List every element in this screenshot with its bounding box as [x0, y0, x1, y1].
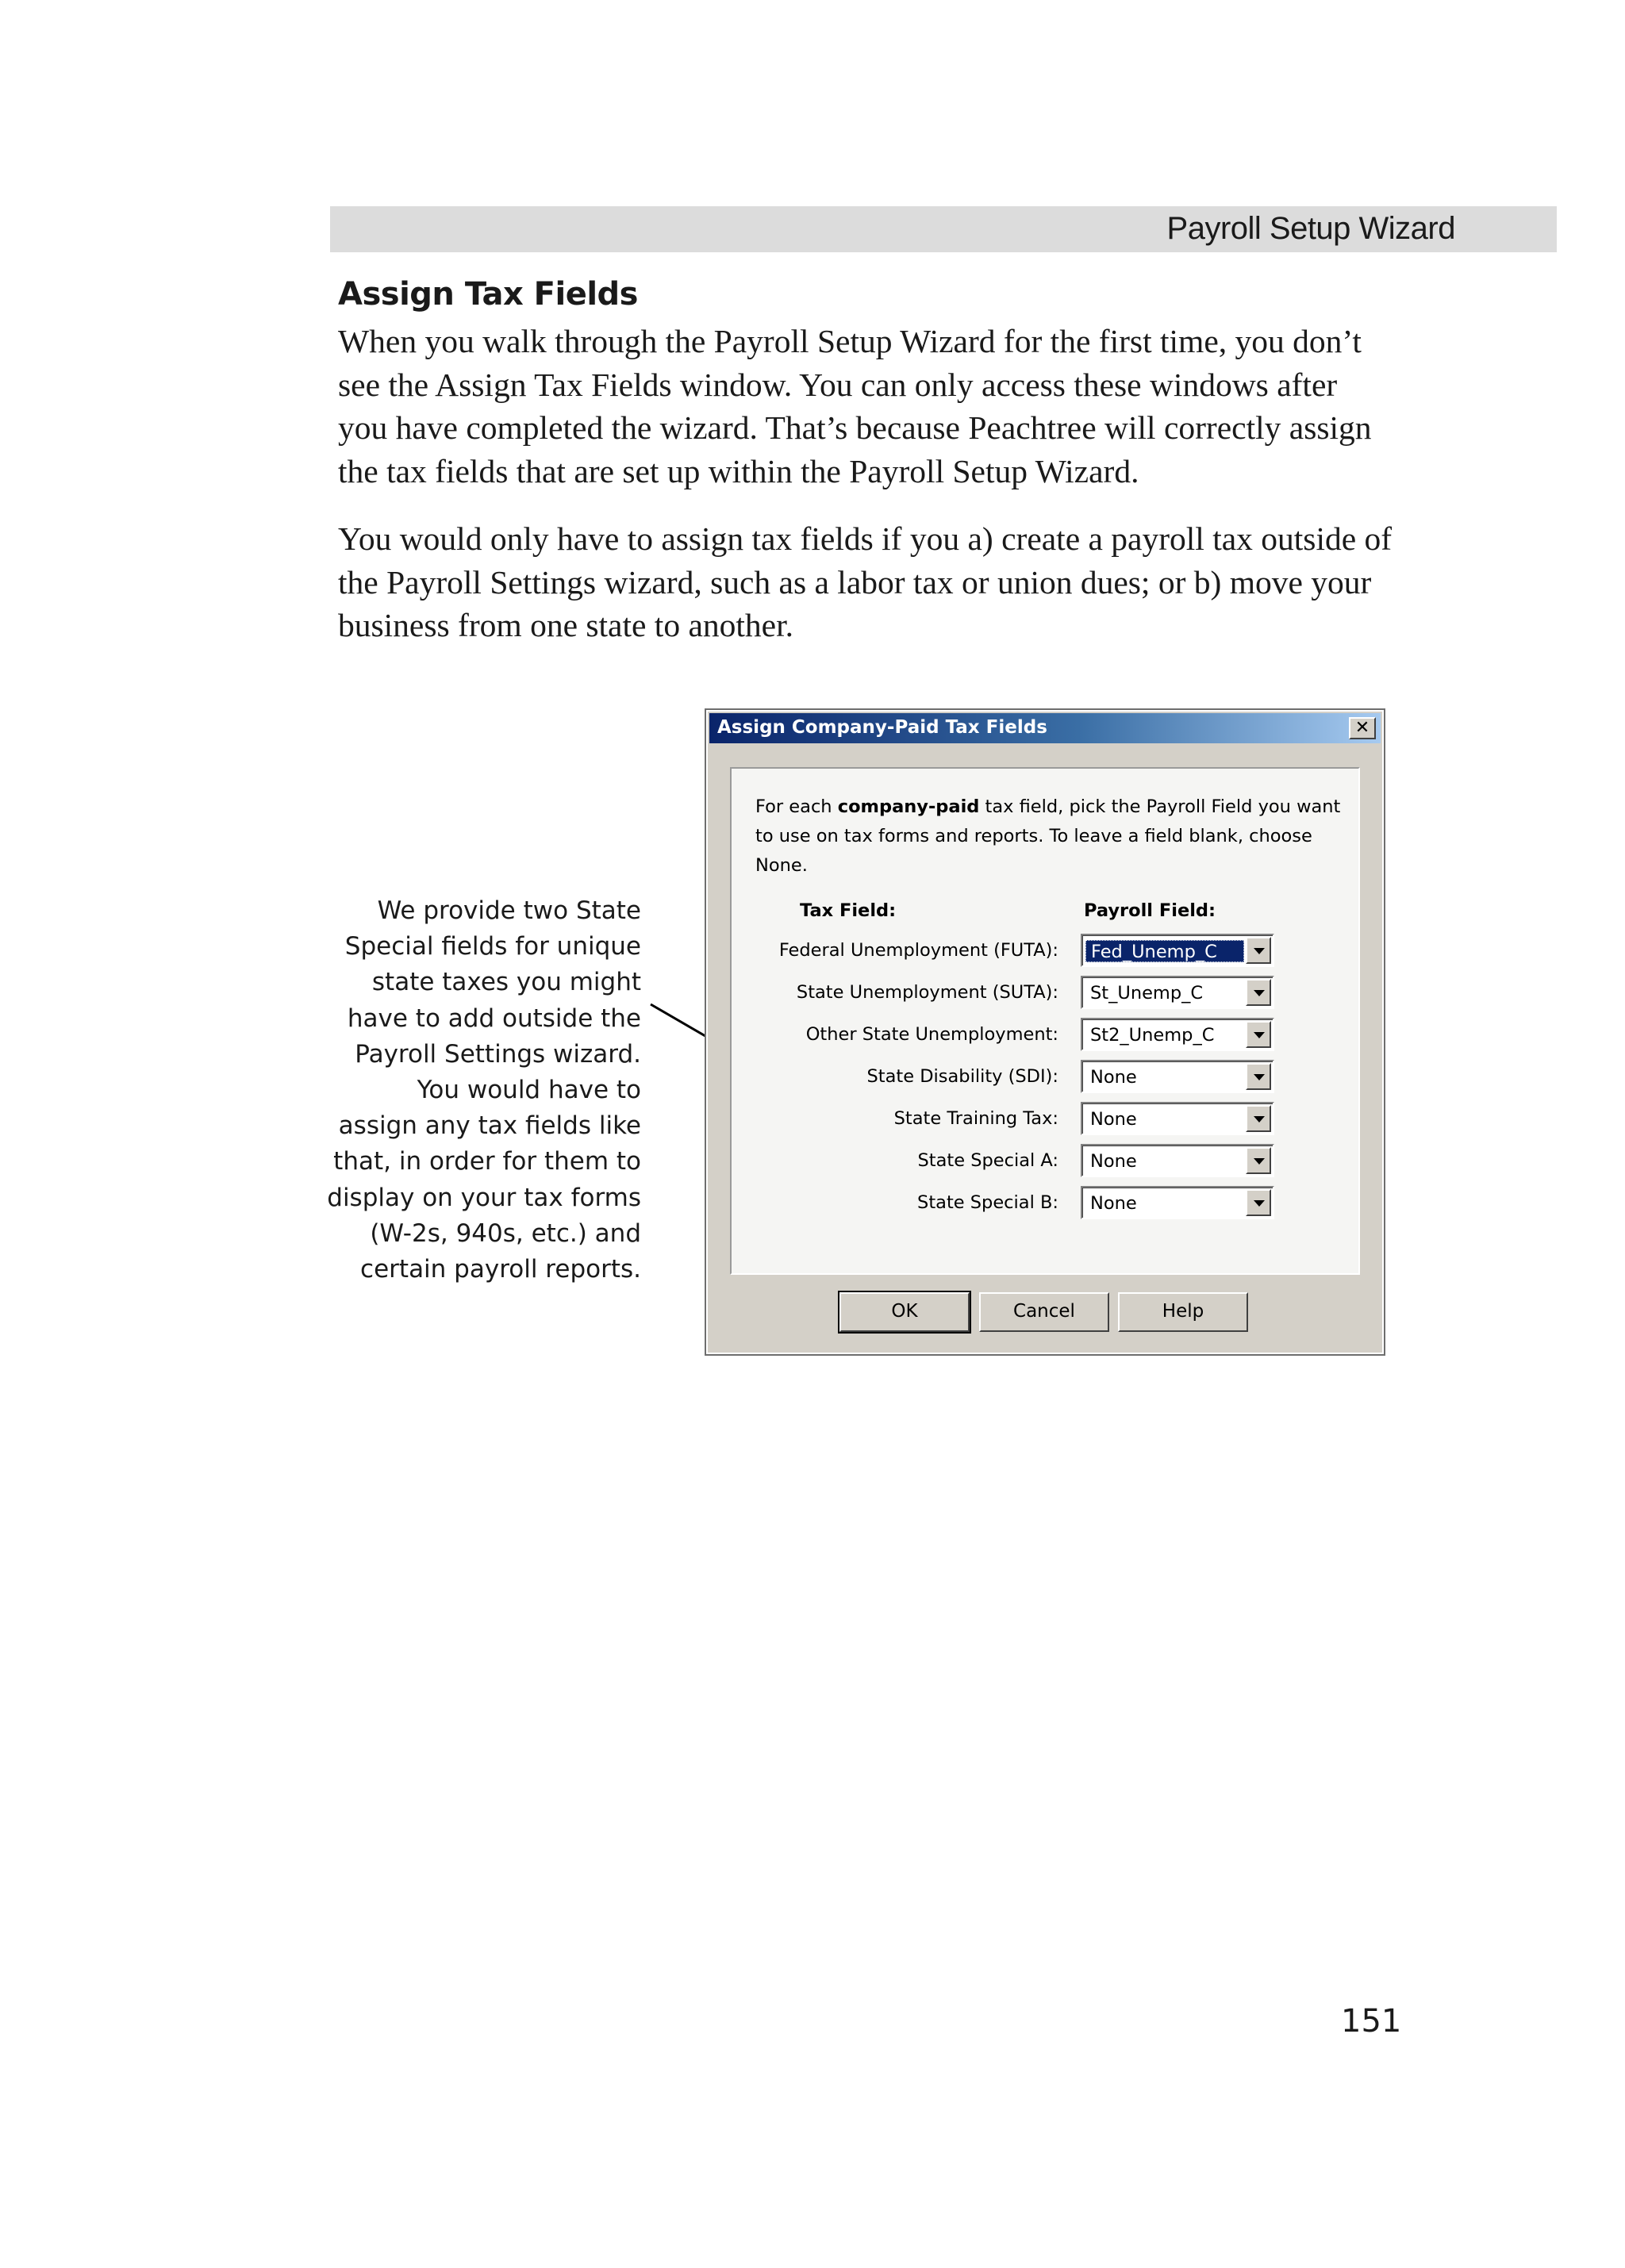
dialog-title: Assign Company-Paid Tax Fields [717, 717, 1047, 738]
chevron-down-icon[interactable] [1246, 1021, 1271, 1048]
callout-line: have to add outside the [347, 1004, 641, 1033]
tax-field-row [732, 1018, 1358, 1053]
callout-line: display on your tax forms [327, 1183, 641, 1212]
payroll-field-select[interactable] [1081, 1144, 1274, 1177]
chevron-down-icon[interactable] [1246, 1189, 1271, 1216]
tax-field-row [732, 1102, 1358, 1137]
page-number: 151 [1341, 2003, 1402, 2040]
payroll-field-value: None [1090, 1109, 1137, 1130]
callout-line: Special fields for unique [344, 932, 641, 961]
section-heading: Assign Tax Fields [338, 276, 638, 313]
help-button[interactable]: Help [1118, 1292, 1248, 1332]
dialog-content-panel [730, 767, 1360, 1275]
tax-field-label: State Special B: [917, 1192, 1058, 1213]
chevron-down-icon[interactable] [1246, 979, 1271, 1006]
payroll-field-column-header: Payroll Field: [1084, 900, 1216, 921]
payroll-field-select[interactable] [1081, 976, 1274, 1009]
callout-line: state taxes you might [371, 968, 641, 997]
tax-field-row [732, 1144, 1358, 1179]
payroll-field-select[interactable] [1081, 934, 1274, 967]
chevron-down-icon[interactable] [1246, 937, 1271, 964]
tax-field-label: State Training Tax: [893, 1108, 1058, 1129]
payroll-field-value: None [1090, 1151, 1137, 1172]
callout-line: We provide two State [377, 896, 641, 925]
tax-field-label: State Disability (SDI): [866, 1066, 1058, 1087]
assign-tax-fields-dialog [706, 710, 1384, 1354]
callout-line: (W-2s, 940s, etc.) and [370, 1218, 641, 1248]
payroll-field-select[interactable] [1081, 1186, 1274, 1219]
chevron-down-icon[interactable] [1246, 1147, 1271, 1174]
tax-field-column-header: Tax Field: [800, 900, 897, 921]
dialog-titlebar[interactable] [709, 713, 1381, 743]
tax-field-label: State Unemployment (SUTA): [796, 982, 1058, 1003]
chevron-down-icon[interactable] [1246, 1063, 1271, 1090]
tax-field-label: Federal Unemployment (FUTA): [778, 940, 1058, 961]
callout-line: assign any tax fields like [338, 1111, 641, 1141]
tax-field-row [732, 934, 1358, 969]
body-paragraph: You would only have to assign tax fields if you a) create a payroll tax outside of the Payroll Settings wizard, such as a labor tax or union dues; or b) move your business from one state to another. [338, 520, 1393, 643]
tax-field-row [732, 1186, 1358, 1221]
payroll-field-value: Fed_Unemp_C [1085, 940, 1244, 962]
dialog-instructions: For each company-paid tax field, pick the Payroll Field you want to use on tax forms and reports. To leave a field blank, choose None. [755, 796, 1341, 876]
payroll-field-select[interactable] [1081, 1018, 1274, 1051]
ok-button[interactable]: OK [839, 1292, 970, 1332]
cancel-button[interactable]: Cancel [979, 1292, 1109, 1332]
payroll-field-select[interactable] [1081, 1102, 1274, 1135]
tax-field-label: Other State Unemployment: [805, 1024, 1058, 1045]
body-paragraph: When you walk through the Payroll Setup Wizard for the first time, you don’t see the Assign Tax Fields window. You can only access these windows after you have completed the wizard. That’s because Peachtree will correctly assign the tax fields that are set up within the Payroll Setup Wizard. [338, 323, 1372, 489]
close-icon[interactable]: ✕ [1349, 717, 1376, 739]
payroll-field-value: St_Unemp_C [1090, 983, 1204, 1004]
callout-line: You would have to [417, 1076, 641, 1105]
payroll-field-value: None [1090, 1193, 1137, 1214]
tax-field-label: State Special A: [917, 1150, 1058, 1171]
callout-line: Payroll Settings wizard. [355, 1039, 641, 1069]
payroll-field-select[interactable] [1081, 1060, 1274, 1093]
chevron-down-icon[interactable] [1246, 1105, 1271, 1132]
tax-field-row [732, 1060, 1358, 1095]
running-header-title: Payroll Setup Wizard [1166, 211, 1455, 246]
callout-line: certain payroll reports. [360, 1255, 641, 1284]
callout-line: that, in order for them to [333, 1147, 641, 1176]
payroll-field-value: St2_Unemp_C [1090, 1025, 1215, 1046]
tax-field-row [732, 976, 1358, 1011]
payroll-field-value: None [1090, 1067, 1137, 1088]
